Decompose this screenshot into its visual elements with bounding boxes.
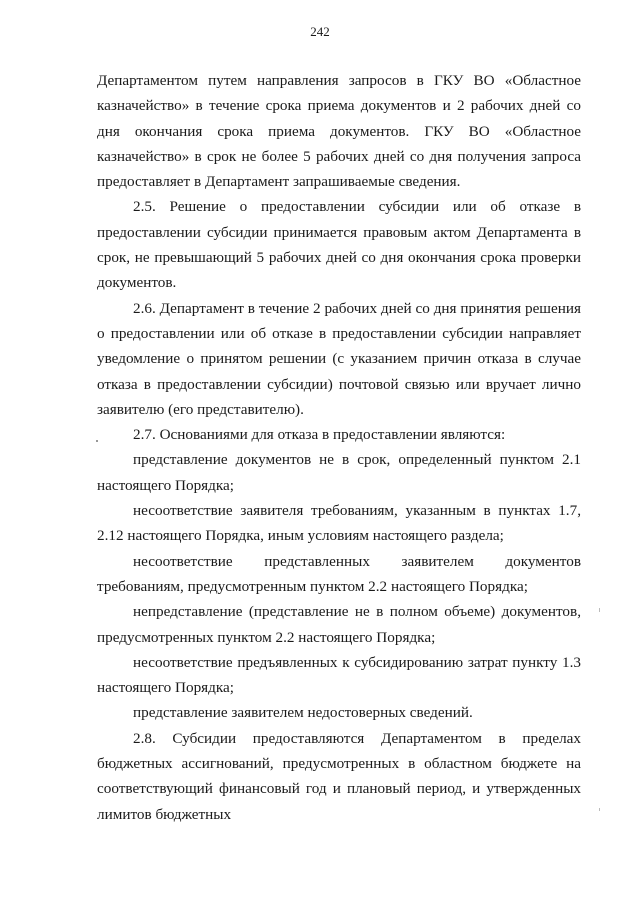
refusal-reason-5: несоответствие предъявленных к субсидированию затрат пункту 1.3 настоящего Порядка;: [97, 653, 581, 697]
refusal-reason-2: несоответствие заявителя требованиям, указанным в пунктах 1.7, 2.12 настоящего Порядка, иным условиям настоящего раздела;: [97, 502, 581, 545]
paragraph-2-8: 2.8. Субсидии предоставляются Департаментом в пределах бюджетных ассигнований, предусмотренных в областном бюджете на соответствующий финансовый год и плановый период, и утвержденных лимитов бюджетных: [97, 729, 581, 823]
scan-speck: [96, 440, 98, 442]
document-body: [97, 68, 581, 827]
paragraph-2-7: 2.7. Основаниями для отказа в предоставлении являются:: [133, 426, 506, 444]
refusal-reason-1: представление документов не в срок, определенный пунктом 2.1 настоящего Порядка;: [97, 451, 581, 494]
refusal-reason-4: непредставление (представление не в полном объеме) документов, предусмотренных пунктом 2.2 настоящего Порядка;: [97, 603, 581, 646]
refusal-reason-3: несоответствие представленных заявителем документов требованиям, предусмотренным пунктом 2.2 настоящего Порядка;: [97, 552, 581, 595]
page-number: 242: [310, 24, 330, 39]
paragraph-continuation: Департаментом путем направления запросов в ГКУ ВО «Областное казначейство» в течение срока приема документов и 2 рабочих дней со дня окончания срока приема документов. ГКУ ВО «Областное казначейство» в срок не более 5 рабочих дней со дня получения запроса предоставляет в Департамент запрашиваемые сведения.: [97, 72, 581, 191]
scan-edge-mark: [599, 608, 600, 612]
paragraph-2-5: 2.5. Решение о предоставлении субсидии или об отказе в предоставлении субсидии принимается правовым актом Департамента в срок, не превышающий 5 рабочих дней со дня окончания срока проверки документов.: [97, 198, 581, 292]
refusal-reason-6: представление заявителем недостоверных сведений.: [133, 704, 473, 722]
scan-edge-mark: [599, 808, 600, 811]
paragraph-2-6: 2.6. Департамент в течение 2 рабочих дней со дня принятия решения о предоставлении или об отказе в предоставлении субсидии направляет уведомление о принятом решении (с указанием причин отказа в случае отказа в предоставлении субсидии) почтовой связью или вручает лично заявителю (его представителю).: [97, 299, 581, 418]
